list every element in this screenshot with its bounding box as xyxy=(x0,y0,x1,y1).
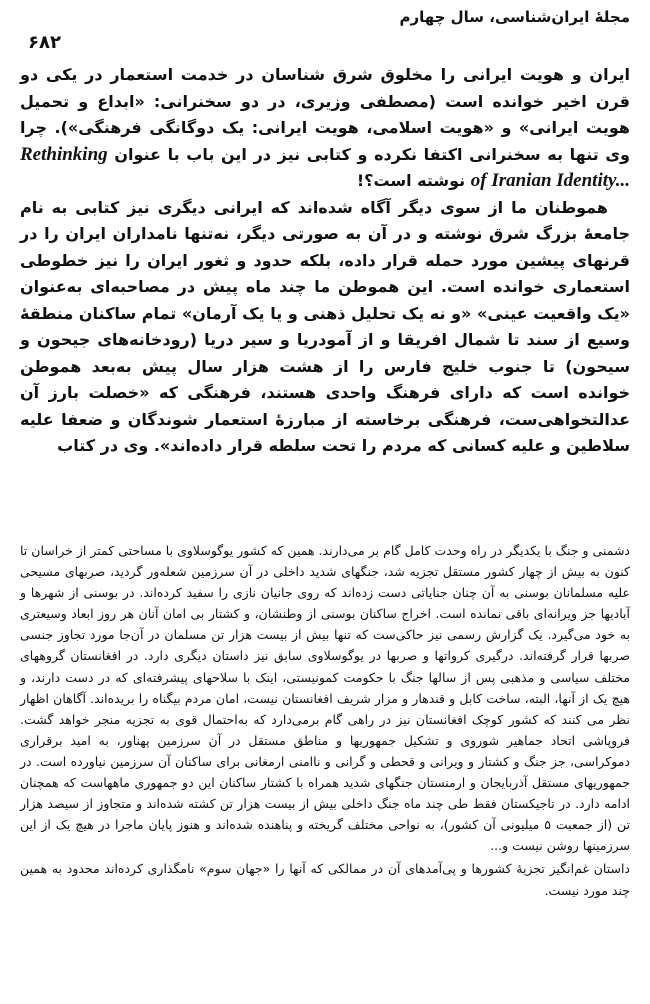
paragraph-text: ایران و هویت ایرانی را مخلوق شرق شناسان در خدمت استعمار در یکی دو قرن اخیر خوانده است (مصطفی وزیری، در دو سخنرانی: «ابداع و تحمیل هویت ایرانی» و «هویت اسلامی، هویت ایرانی: یک دوگانگی فرهنگی»). چرا وی تنها به سخنرانی اکتفا نکرده و کتابی نیز در این باب با عنوان xyxy=(20,65,630,164)
running-head: مجلۀ ایران‌شناسی، سال چهارم xyxy=(399,8,630,26)
paragraph xyxy=(20,62,630,195)
latin-book-title: Rethinking of Iranian Identity... xyxy=(20,143,630,191)
main-text xyxy=(20,62,630,460)
page-number: ۶۸۲ xyxy=(28,32,61,53)
footnotes xyxy=(20,540,630,901)
paragraph-text: نوشته است؟! xyxy=(356,171,471,190)
footnote: دشمنی و جنگ با یکدیگر در راه وحدت کامل گام بر می‌دارند. همین که کشور یوگوسلاوی با مساحتی کمتر از خراسان تا کنون به بیش از چهار کشور مستقل تجزیه شد، جنگهای شدید داخلی در آن سرزمین شعله‌ور گردید، صربهای مسیحی علیه مسلمانان بوسنی به آن چنان جنایاتی دست زده‌اند که روی جانیان نازی را سفید کرده‌اند. در بوسنی از شهرها و آبادیها جز ویرانه‌ای باقی نمانده است. اخراج ساکنان بوسنی از وطنشان، و کشتار بی امان آنان هر روز ابعاد وسیعتری به خود می‌گیرد. یک گزارش رسمی نیز حاکی‌ست که تنها بیش از بیست هزار تن مسلمان در آن‌جا مورد تجاوز جنسی صربها قرار گرفته‌اند. درگیری کرواتها و صربها در یوگوسلاوی سابق نیز داستان دیگری دارد. در افغانستان گروههای مختلف سیاسی و مذهبی پس از سالها جنگ با حکومت کمونیستی، اینک با سلاحهای پیشرفته‌ای که در دست دارند، و هیچ یک از آنها، البته، ساخت کابل و قندهار و مزار شریف افغانستان نیست، امان مردم بیگناه را بریده‌اند. آگاهان اظهار نظر می کنند که کشور کوچک افغانستان نیز در راهی گام برمی‌دارد که به‌احتمال قوی به تجزیه منجر خواهد گشت. فروپاشی اتحاد جماهیر شوروی و تشکیل جمهوریها و مناطق مستقل در آن سرزمین پهناور، به امید برقراری دموکراسی، جز جنگ و کشتار و ویرانی و قحطی و گرانی و ناامنی ارمغانی برای ساکنان آن سرزمین نیاورده است. در جمهوریهای مستقل آذربایجان و ارمنستان جنگهای شدید همراه با کشتار ساکنان این دو جمهوری ماههاست که همچنان ادامه دارد. در تاجیکستان فقط طی چند ماه جنگ داخلی بیش از بیست هزار تن کشته شده‌اند و متجاوز از سیصد هزار تن (از جمعیت ۵ میلیونی آن کشور)، به نواحی مختلف گریخته و پناهنده شده‌اند و هنوز پایان ماجرا در هیچ یک از این سرزمینها روشن نیست و... xyxy=(20,543,630,854)
footnote: داستان غم‌انگیز تجزیۀ کشورها و پی‌آمدهای آن در ممالکی که آنها را «جهان سوم» نامگذاری کرده‌اند محدود به همین چند مورد نیست. xyxy=(20,861,630,898)
paragraph: هموطنان ما از سوی دیگر آگاه شده‌اند که ایرانی دیگری نیز کتابی به نام جامعۀ بزرگ شرق نوشته و در آن به صورتی دیگر، نه‌تنها نامداران ایران را در قرنهای پیشین مورد حمله قرار داده، بلکه حدود و ثغور ایران را نیز خطوطی استعماری خوانده است. این هموطن ما چند ماه پیش در مصاحبه‌ای به‌عنوان «یک واقعیت عینی» «و نه یک تحلیل ذهنی و یا یک آرمان» تمام ساکنان منطقۀ وسیع از سند تا شمال افریقا و از آمودریا و سیر دریا (رودخانه‌های جیحون و سیحون) تا جنوب خلیج فارس را از هشت هزار سال پیش به‌بعد هموطن خوانده است که دارای فرهنگ واحدی هستند، فرهنگی که «خصلت بارز آن عدالتخواهی‌ست، فرهنگی برخاسته از مبارزۀ استعمار شوندگان و ضعفا علیه سلاطین و علیه کسانی که مردم را تحت سلطه قرار داده‌اند». وی در کتاب xyxy=(20,197,630,455)
